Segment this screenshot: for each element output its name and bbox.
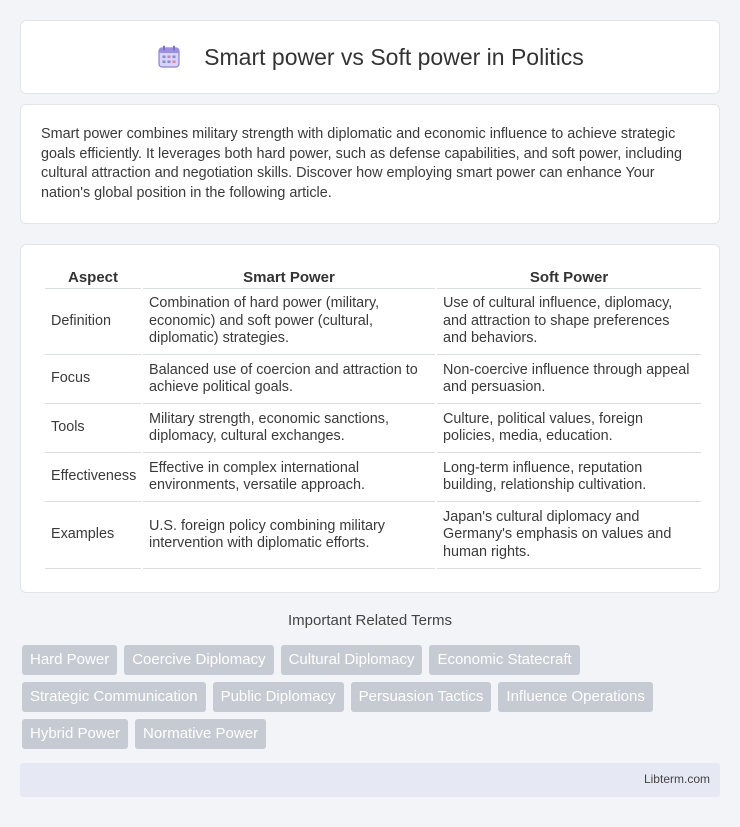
title-card	[20, 20, 720, 94]
footer-site-link[interactable]: Libterm.com	[643, 772, 710, 786]
page-title: Smart power vs Soft power in Politics	[204, 43, 584, 70]
related-terms-title: Important Related Terms	[288, 612, 452, 629]
aspect-cell: Examples	[45, 502, 141, 569]
calendar-icon	[156, 44, 182, 70]
smart-power-cell: Balanced use of coercion and attraction to achieve political goals.	[143, 355, 435, 404]
related-term-tag[interactable]: Hard Power	[22, 645, 117, 675]
smart-power-cell: Effective in complex international environments, versatile approach.	[143, 453, 435, 502]
related-term-tag[interactable]: Public Diplomacy	[213, 682, 344, 712]
soft-power-cell: Long-term influence, reputation building, relationship cultivation.	[437, 453, 701, 502]
related-term-tag[interactable]: Economic Statecraft	[429, 645, 579, 675]
related-term-tag[interactable]: Strategic Communication	[22, 682, 206, 712]
header-smart-power: Smart Power	[143, 265, 435, 289]
aspect-cell: Effectiveness	[45, 453, 141, 502]
related-term-tag[interactable]: Normative Power	[135, 719, 266, 749]
soft-power-cell: Culture, political values, foreign policies, media, education.	[437, 404, 701, 453]
aspect-cell: Tools	[45, 404, 141, 453]
aspect-cell: Focus	[45, 355, 141, 404]
intro-card	[20, 104, 720, 224]
table-row	[45, 502, 701, 569]
related-terms-list	[22, 645, 722, 756]
intro-paragraph: Smart power combines military strength with diplomatic and economic influence to achieve strategic goals efficiently. It leverages both hard power, such as defense capabilities, and soft power, including cultural attraction and negotiation skills. Discover how employing smart power can enhance Your nation's global position in the following article.	[41, 126, 683, 201]
smart-power-cell: Military strength, economic sanctions, diplomacy, cultural exchanges.	[143, 404, 435, 453]
table-row	[45, 404, 701, 453]
soft-power-cell: Non-coercive influence through appeal and persuasion.	[437, 355, 701, 404]
header-aspect: Aspect	[45, 265, 141, 289]
table-row	[45, 355, 701, 404]
smart-power-cell: U.S. foreign policy combining military intervention with diplomatic efforts.	[143, 502, 435, 569]
table-header-row	[45, 265, 701, 289]
related-term-tag[interactable]: Coercive Diplomacy	[124, 645, 273, 675]
footer	[20, 763, 720, 797]
comparison-table	[43, 265, 703, 569]
aspect-cell: Definition	[45, 289, 141, 355]
soft-power-cell: Japan's cultural diplomacy and Germany's emphasis on values and human rights.	[437, 502, 701, 569]
comparison-card	[20, 244, 720, 593]
soft-power-cell: Use of cultural influence, diplomacy, and attraction to shape preferences and behaviors.	[437, 289, 701, 355]
related-term-tag[interactable]: Hybrid Power	[22, 719, 128, 749]
table-row	[45, 453, 701, 502]
related-term-tag[interactable]: Cultural Diplomacy	[281, 645, 423, 675]
table-row	[45, 289, 701, 355]
related-term-tag[interactable]: Persuasion Tactics	[351, 682, 492, 712]
smart-power-cell: Combination of hard power (military, economic) and soft power (cultural, diplomatic) strategies.	[143, 289, 435, 355]
related-term-tag[interactable]: Influence Operations	[498, 682, 652, 712]
header-soft-power: Soft Power	[437, 265, 701, 289]
